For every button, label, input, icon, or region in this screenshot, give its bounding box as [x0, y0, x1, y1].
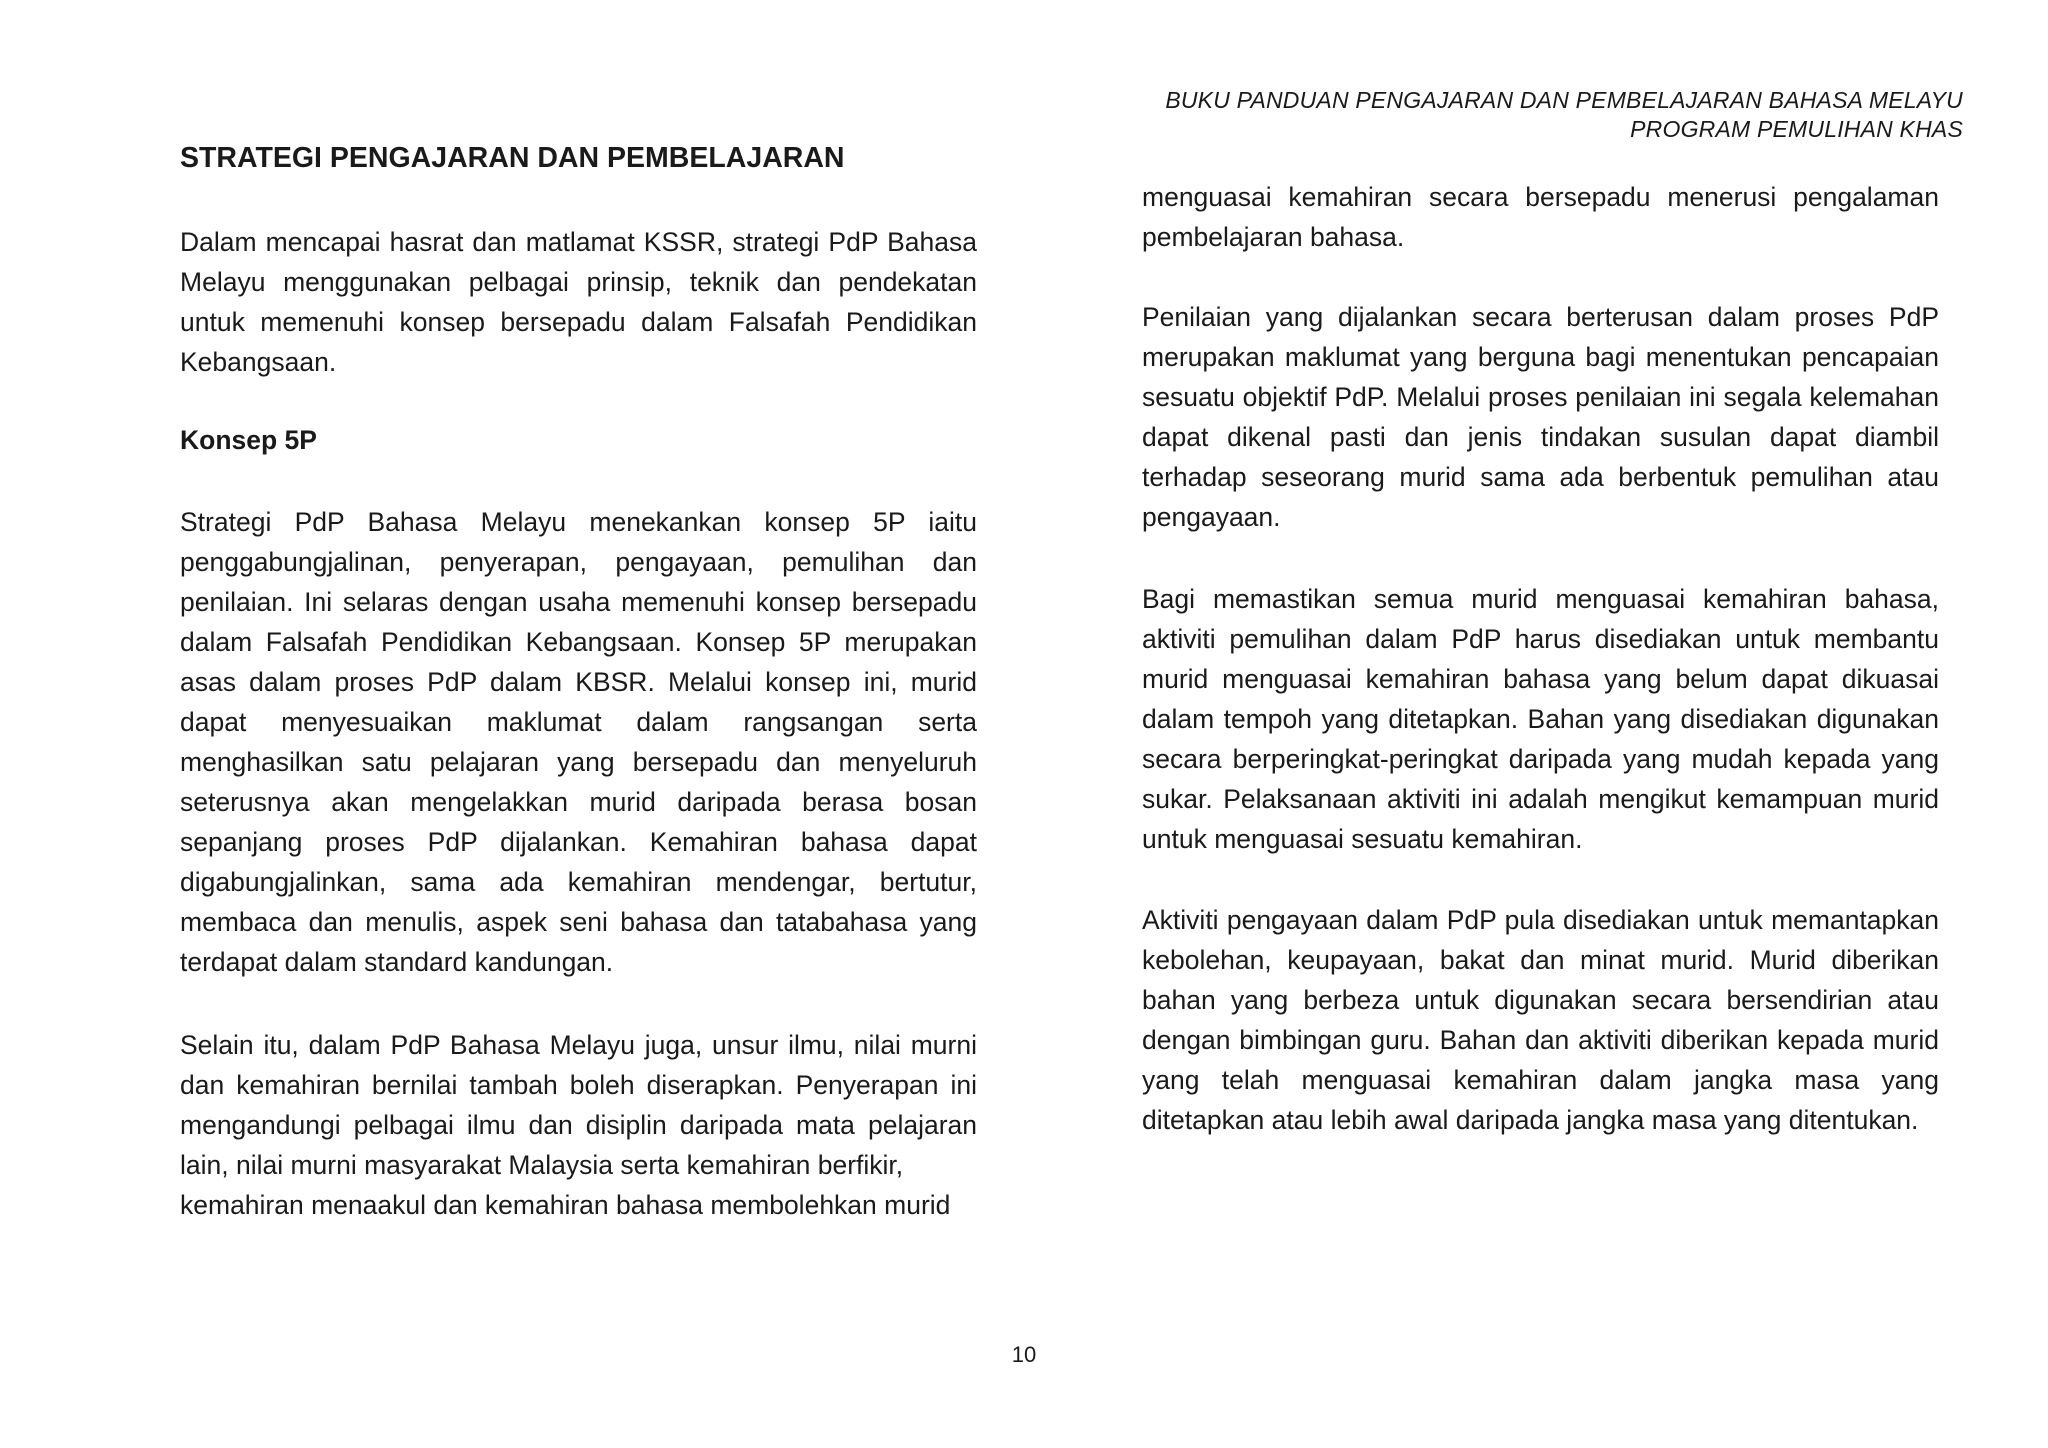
running-header-line-2: PROGRAM PEMULIHAN KHAS	[1630, 116, 1963, 142]
paragraph-bagi-memastikan: Bagi memastikan semua murid menguasai kemahiran bahasa, aktiviti pemulihan dalam PdP harus disediakan untuk membantu murid menguasai kemahiran bahasa yang belum dapat dikuasai dalam tempoh yang ditetapkan. Bahan yang disediakan digunakan secara berperingkat-peringkat daripada yang mudah kepada yang sukar. Pelaksanaan aktiviti ini adalah mengikut kemampuan murid untuk menguasai sesuatu kemahiran.	[1142, 584, 1939, 854]
paragraph-continuation: menguasai kemahiran secara bersepadu menerusi pengalaman pembelajaran bahasa.	[1142, 182, 1939, 252]
subheading-konsep-5p: Konsep 5P	[180, 425, 317, 455]
paragraph-konsep-5p: Strategi PdP Bahasa Melayu menekankan konsep 5P iaitu penggabungjalinan, penyerapan, pengayaan, pemulihan dan penilaian. Ini selaras dengan usaha memenuhi konsep bersepadu dalam Falsafah Pendidikan Kebangsaan. Konsep 5P merupakan asas dalam proses PdP dalam KBSR. Melalui konsep ini, murid dapat menyesuaikan maklumat dalam rangsangan serta menghasilkan satu pelajaran yang bersepadu dan menyeluruh seterusnya akan mengelakkan murid daripada berasa bosan sepanjang proses PdP dijalankan. Kemahiran bahasa dapat digabungjalinkan, sama ada kemahiran mendengar, bertutur, membaca dan menulis, aspek seni bahasa dan tatabahasa yang terdapat dalam standard kandungan.	[180, 507, 977, 977]
running-header	[1165, 86, 1963, 144]
paragraph-selain-itu-body: Selain itu, dalam PdP Bahasa Melayu juga, unsur ilmu, nilai murni dan kemahiran bernilai tambah boleh diserapkan. Penyerapan ini mengandungi pelbagai ilmu dan disiplin daripada mata pelajaran lain, nilai murni masyarakat Malaysia serta kemahiran berfikir,	[180, 1030, 977, 1180]
intro-paragraph: Dalam mencapai hasrat dan matlamat KSSR, strategi PdP Bahasa Melayu menggunakan pelbagai prinsip, teknik dan pendekatan untuk memenuhi konsep bersepadu dalam Falsafah Pendidikan Kebangsaan.	[180, 227, 977, 377]
paragraph-aktiviti-pengayaan: Aktiviti pengayaan dalam PdP pula disediakan untuk memantapkan kebolehan, keupayaan, bakat dan minat murid. Murid diberikan bahan yang berbeza untuk digunakan secara bersendirian atau dengan bimbingan guru. Bahan dan aktiviti diberikan kepada murid yang telah menguasai kemahiran dalam jangka masa yang ditetapkan atau lebih awal daripada jangka masa yang ditentukan.	[1142, 905, 1939, 1135]
paragraph-selain-itu	[180, 1025, 977, 1225]
paragraph-selain-itu-last-line: kemahiran menaakul dan kemahiran bahasa membolehkan murid	[180, 1190, 951, 1220]
running-header-line-1: BUKU PANDUAN PENGAJARAN DAN PEMBELAJARAN BAHASA MELAYU	[1165, 87, 1963, 113]
page-number: 10	[1011, 1342, 1037, 1367]
paragraph-penilaian: Penilaian yang dijalankan secara berterusan dalam proses PdP merupakan maklumat yang berguna bagi menentukan pencapaian sesuatu objektif PdP. Melalui proses penilaian ini segala kelemahan dapat dikenal pasti dan jenis tindakan susulan dapat diambil terhadap seseorang murid sama ada berbentuk pemulihan atau pengayaan.	[1142, 302, 1939, 532]
section-title: STRATEGI PENGAJARAN DAN PEMBELAJARAN	[180, 142, 845, 174]
